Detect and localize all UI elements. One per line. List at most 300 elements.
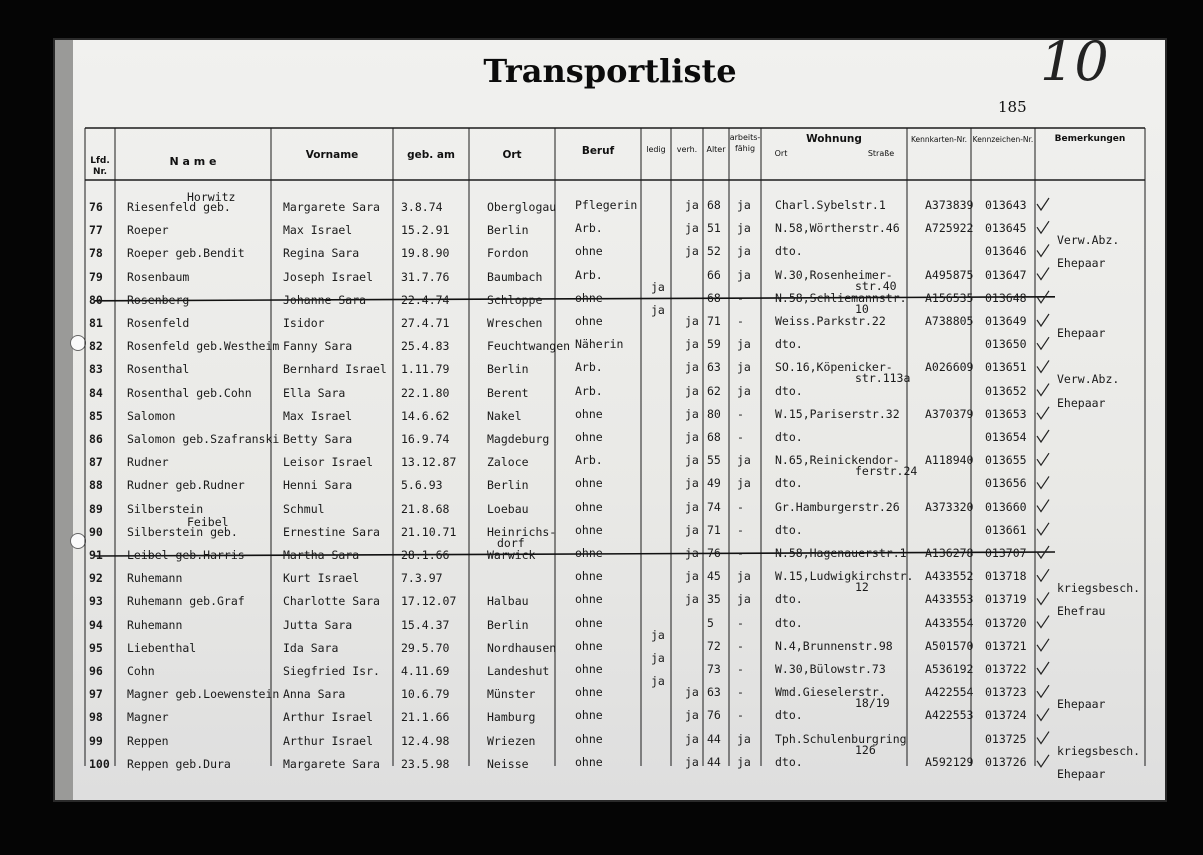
- cell-ort: Berlin: [487, 362, 529, 377]
- cell-beruf: ohne: [575, 662, 603, 676]
- cell-verh: ja: [685, 708, 699, 723]
- cell-ledig: ja: [651, 627, 665, 642]
- cell-wohnung-line2: 126: [855, 742, 876, 757]
- cell-beruf: ohne: [575, 476, 603, 491]
- cell-name-line2: Feibel: [187, 514, 229, 529]
- cell-verh: ja: [685, 383, 699, 398]
- row-number: 91: [89, 548, 103, 562]
- cell-geb: 15.2.91: [401, 223, 450, 238]
- cell-arbeitsfaehig: -: [737, 499, 744, 514]
- cell-geb: 1.11.79: [401, 362, 450, 377]
- cell-beruf: Arb.: [575, 453, 603, 468]
- cell-ledig: ja: [651, 674, 665, 688]
- document-sheet: [55, 40, 1165, 800]
- cell-arbeitsfaehig: -: [737, 314, 744, 328]
- cell-kennkarten: A118940: [925, 453, 974, 468]
- cell-geb: 10.6.79: [401, 687, 450, 702]
- cell-ort: Berlin: [487, 223, 529, 238]
- cell-ort: Berlin: [487, 617, 529, 632]
- row-number: 100: [89, 756, 110, 771]
- cell-kennzeichen: 013646: [985, 244, 1027, 259]
- check-mark: [1037, 755, 1049, 767]
- row-number: 98: [89, 710, 103, 725]
- cell-wohnung: Charl.Sybelstr.1: [775, 198, 886, 212]
- cell-kennzeichen: 013661: [985, 522, 1027, 537]
- cell-beruf: Arb.: [575, 267, 603, 282]
- cell-kennzeichen: 013649: [985, 314, 1027, 328]
- cell-ort: Hamburg: [487, 710, 536, 725]
- cell-geb: 5.6.93: [401, 478, 443, 493]
- cell-verh: ja: [685, 453, 699, 468]
- cell-wohnung: N.58,Hagenauerstr.1: [775, 546, 907, 560]
- cell-arbeitsfaehig: ja: [737, 337, 751, 352]
- cell-vorname: Fanny Sara: [283, 339, 353, 354]
- header-ort: Ort: [502, 149, 522, 161]
- cell-ort: Baumbach: [487, 269, 543, 284]
- cell-alter: 80: [707, 406, 721, 421]
- cell-geb: 16.9.74: [401, 432, 450, 446]
- cell-bemerkungen: Verw.Abz.: [1057, 233, 1120, 248]
- check-mark: [1037, 244, 1049, 256]
- cell-verh: ja: [685, 430, 699, 444]
- cell-name: Ruhemann: [127, 571, 183, 586]
- cell-beruf: ohne: [575, 615, 603, 630]
- header-alter: Alter: [706, 145, 726, 154]
- cell-bemerkungen: Ehefrau: [1057, 604, 1106, 619]
- cell-geb: 7.3.97: [401, 571, 443, 586]
- row-number: 83: [89, 362, 103, 377]
- header-geb: geb. am: [407, 149, 455, 161]
- cell-verh: ja: [685, 522, 699, 537]
- cell-ort: Landeshut: [487, 664, 550, 678]
- cell-wohnung: Gr.Hamburgerstr.26: [775, 499, 900, 514]
- cell-ort: Wriezen: [487, 733, 536, 748]
- cell-verh: ja: [685, 360, 699, 375]
- cell-ort: Feuchtwangen: [487, 339, 571, 354]
- cell-alter: 71: [707, 314, 721, 328]
- row-number: 92: [89, 571, 103, 586]
- cell-arbeitsfaehig: ja: [737, 221, 751, 236]
- cell-alter: 52: [707, 244, 721, 259]
- row-number: 95: [89, 640, 103, 655]
- cell-kennzeichen: 013660: [985, 499, 1027, 514]
- cell-arbeitsfaehig: ja: [737, 592, 751, 607]
- cell-vorname: Henni Sara: [283, 478, 353, 493]
- cell-verh: ja: [685, 499, 699, 514]
- cell-name: Silberstein: [127, 501, 204, 516]
- cell-kennzeichen: 013724: [985, 708, 1027, 723]
- cell-wohnung: SO.16,Köpenicker-: [775, 360, 893, 375]
- cell-ort: Zaloce: [487, 455, 529, 470]
- cell-ort: Nordhausen: [487, 640, 557, 655]
- check-mark: [1037, 639, 1049, 651]
- cell-arbeitsfaehig: -: [737, 662, 744, 676]
- check-mark: [1037, 732, 1049, 744]
- cell-ort: Münster: [487, 687, 536, 702]
- cell-alter: 55: [707, 453, 721, 468]
- header-vorname: Vorname: [305, 149, 359, 161]
- cell-kennkarten: A373320: [925, 499, 974, 514]
- cell-geb: 23.5.98: [401, 756, 450, 771]
- cell-wohnung-line2: 18/19: [855, 696, 890, 711]
- row-number: 90: [89, 524, 103, 539]
- row-number: 80: [89, 292, 103, 307]
- cell-alter: 44: [707, 731, 721, 746]
- cell-kennkarten: A501570: [925, 638, 974, 653]
- cell-vorname: Leisor Israel: [283, 455, 374, 470]
- cell-name: Rosenfeld: [127, 316, 190, 330]
- check-mark: [1037, 685, 1049, 697]
- cell-alter: 51: [707, 221, 721, 236]
- cell-verh: ja: [685, 569, 699, 584]
- cell-ort: Berlin: [487, 478, 529, 493]
- row-number: 97: [89, 687, 103, 702]
- cell-bemerkungen: Ehepaar: [1057, 697, 1106, 712]
- cell-kennzeichen: 013718: [985, 569, 1027, 584]
- cell-geb: 14.6.62: [401, 408, 450, 423]
- cell-vorname: Bernhard Israel: [283, 362, 387, 377]
- row-number: 99: [89, 733, 103, 748]
- cell-arbeitsfaehig: -: [737, 290, 744, 305]
- cell-wohnung: dto.: [775, 708, 803, 723]
- cell-alter: 68: [707, 430, 721, 444]
- cell-arbeitsfaehig: ja: [737, 476, 751, 491]
- header-beruf: Beruf: [581, 145, 615, 157]
- cell-kennkarten: A433552: [925, 569, 974, 584]
- cell-kennkarten: A373839: [925, 198, 974, 212]
- check-mark: [1037, 616, 1049, 628]
- cell-kennkarten: A433553: [925, 592, 974, 607]
- cell-kennzeichen: 013721: [985, 638, 1027, 653]
- cell-wohnung: N.58,Wörtherstr.46: [775, 221, 900, 236]
- header-wohnung: Wohnung: [806, 133, 862, 145]
- cell-vorname: Ella Sara: [283, 385, 346, 400]
- cell-alter: 76: [707, 708, 721, 723]
- cell-beruf: ohne: [575, 499, 603, 514]
- cell-geb: 15.4.37: [401, 617, 450, 632]
- row-number: 89: [89, 501, 103, 516]
- cell-wohnung-line2: ferstr.24: [855, 464, 918, 479]
- cell-beruf: ohne: [575, 708, 603, 723]
- check-mark: [1037, 384, 1049, 396]
- cell-name: Rudner geb.Rudner: [127, 478, 245, 493]
- cell-kennkarten: A592129: [925, 754, 974, 769]
- cell-beruf: ohne: [575, 522, 603, 537]
- cell-vorname: Charlotte Sara: [283, 594, 380, 609]
- cell-arbeitsfaehig: ja: [737, 383, 751, 398]
- header-name: N a m e: [169, 155, 217, 168]
- cell-beruf: ohne: [575, 314, 603, 328]
- check-mark: [1037, 337, 1049, 349]
- cell-vorname: Max Israel: [283, 223, 353, 238]
- cell-alter: 5: [707, 615, 714, 630]
- header-arbeitsfaehig: arbeits-fähig: [729, 133, 761, 153]
- cell-arbeitsfaehig: -: [737, 430, 744, 444]
- check-mark: [1037, 523, 1049, 535]
- cell-wohnung: Wmd.Gieselerstr.: [775, 685, 886, 700]
- cell-arbeitsfaehig: ja: [737, 731, 751, 746]
- cell-kennkarten: A738805: [925, 314, 974, 328]
- cell-wohnung-line2: str.40: [855, 278, 897, 293]
- cell-ort: Fordon: [487, 246, 529, 261]
- check-mark: [1037, 500, 1049, 512]
- cell-kennkarten: A422554: [925, 685, 974, 700]
- handwritten-number: 10: [1040, 40, 1109, 93]
- row-number: 84: [89, 385, 103, 400]
- row-number: 96: [89, 664, 103, 678]
- cell-name: Riesenfeld geb.: [127, 200, 231, 214]
- cell-wohnung: Tph.Schulenburgring: [775, 731, 907, 746]
- cell-arbeitsfaehig: -: [737, 406, 744, 421]
- cell-beruf: ohne: [575, 290, 603, 305]
- check-mark: [1037, 407, 1049, 419]
- cell-alter: 49: [707, 476, 721, 491]
- cell-vorname: Margarete Sara: [283, 200, 380, 214]
- cell-geb: 25.4.83: [401, 339, 450, 354]
- cell-geb: 21.1.66: [401, 710, 450, 725]
- cell-kennzeichen: 013645: [985, 221, 1027, 236]
- row-number: 81: [89, 316, 103, 330]
- check-mark: [1037, 708, 1049, 720]
- cell-geb: 17.12.07: [401, 594, 457, 609]
- cell-geb: 21.10.71: [401, 524, 457, 539]
- cell-vorname: Max Israel: [283, 408, 353, 423]
- cell-arbeitsfaehig: ja: [737, 198, 751, 212]
- cell-geb: 22.4.74: [401, 292, 450, 307]
- check-mark: [1037, 592, 1049, 604]
- cell-name-line2: Horwitz: [187, 190, 236, 204]
- cell-kennzeichen: 013722: [985, 662, 1027, 676]
- cell-kennzeichen: 013654: [985, 430, 1027, 444]
- header-kennkarten: Kennkarten-Nr.: [911, 135, 967, 144]
- cell-beruf: Näherin: [575, 337, 624, 352]
- cell-kennzeichen: 013719: [985, 592, 1027, 607]
- cell-name: Magner geb.Loewenstein: [127, 687, 280, 702]
- cell-wohnung-line2: str.113a: [855, 371, 911, 386]
- cell-vorname: Ernestine Sara: [283, 524, 380, 539]
- row-number: 77: [89, 223, 103, 238]
- cell-verh: ja: [685, 244, 699, 259]
- cell-kennzeichen: 013656: [985, 476, 1027, 491]
- cell-kennzeichen: 013650: [985, 337, 1027, 352]
- cell-verh: ja: [685, 221, 699, 236]
- cell-wohnung: W.30,Rosenheimer-: [775, 267, 893, 282]
- cell-alter: 44: [707, 754, 721, 769]
- cell-wohnung: W.15,Pariserstr.32: [775, 406, 900, 421]
- cell-verh: ja: [685, 546, 699, 560]
- cell-vorname: Margarete Sara: [283, 756, 380, 771]
- cell-name: Ruhemann: [127, 617, 183, 632]
- cell-arbeitsfaehig: ja: [737, 453, 751, 468]
- cell-beruf: Pflegerin: [575, 198, 638, 212]
- cell-beruf: ohne: [575, 754, 603, 769]
- cell-kennkarten: A433554: [925, 615, 974, 630]
- cell-ort: Oberglogau: [487, 200, 557, 214]
- row-number: 85: [89, 408, 103, 423]
- cell-alter: 74: [707, 499, 721, 514]
- cell-name: Rosenthal geb.Cohn: [127, 385, 252, 400]
- cell-name: Ruhemann geb.Graf: [127, 594, 245, 609]
- cell-geb: 4.11.69: [401, 664, 450, 678]
- row-number: 93: [89, 594, 103, 609]
- check-mark: [1037, 314, 1049, 326]
- cell-ort: Warwick: [487, 548, 536, 562]
- page-number: 185: [998, 98, 1027, 116]
- cell-geb: 13.12.87: [401, 455, 457, 470]
- cell-vorname: Betty Sara: [283, 432, 353, 446]
- cell-wohnung: dto.: [775, 754, 803, 769]
- cell-beruf: Arb.: [575, 221, 603, 236]
- header-kennzeichen: Kennzeichen-Nr.: [972, 135, 1034, 144]
- cell-kennkarten: A026609: [925, 360, 974, 375]
- cell-name: Reppen: [127, 733, 169, 748]
- cell-wohnung: dto.: [775, 430, 803, 444]
- check-mark: [1037, 198, 1049, 210]
- cell-vorname: Anna Sara: [283, 687, 346, 702]
- cell-name: Roeper: [127, 223, 169, 238]
- cell-arbeitsfaehig: ja: [737, 360, 751, 375]
- check-mark: [1037, 453, 1049, 465]
- cell-verh: ja: [685, 592, 699, 607]
- cell-arbeitsfaehig: ja: [737, 267, 751, 282]
- cell-verh: ja: [685, 337, 699, 352]
- cell-kennzeichen: 013651: [985, 360, 1027, 375]
- cell-name: Salomon geb.Szafranski: [127, 432, 280, 446]
- header-wohnung-strasse: Straße: [867, 149, 895, 158]
- cell-beruf: ohne: [575, 638, 603, 653]
- row-number: 87: [89, 455, 103, 470]
- page-title: Transportliste: [483, 52, 737, 90]
- cell-arbeitsfaehig: -: [737, 685, 744, 700]
- cell-ort: Magdeburg: [487, 432, 550, 446]
- cell-bemerkungen: Ehepaar: [1057, 395, 1106, 410]
- cell-kennkarten: A136278: [925, 546, 974, 560]
- cell-ort: Schloppe: [487, 292, 543, 307]
- header-bemerkungen: Bemerkungen: [1054, 134, 1126, 144]
- cell-kennzeichen: 013725: [985, 731, 1027, 746]
- cell-arbeitsfaehig: -: [737, 546, 744, 560]
- cell-name: Reppen geb.Dura: [127, 756, 231, 771]
- cell-ort: Halbau: [487, 594, 529, 609]
- cell-name: Rosenbaum: [127, 269, 190, 284]
- cell-alter: 63: [707, 685, 721, 700]
- cell-ort: Berent: [487, 385, 529, 400]
- cell-alter: 35: [707, 592, 721, 607]
- cell-name: Roeper geb.Bendit: [127, 246, 245, 261]
- cell-arbeitsfaehig: -: [737, 638, 744, 653]
- cell-vorname: Johanne Sara: [283, 292, 367, 307]
- header-wohnung-ort: Ort: [774, 149, 788, 158]
- cell-kennzeichen: 013655: [985, 453, 1027, 468]
- cell-kennzeichen: 013647: [985, 267, 1027, 282]
- cell-geb: 12.4.98: [401, 733, 450, 748]
- cell-alter: 76: [707, 546, 721, 560]
- cell-verh: ja: [685, 754, 699, 769]
- cell-ort-line2: dorf: [497, 535, 525, 550]
- row-number: 86: [89, 432, 103, 446]
- cell-alter: 63: [707, 360, 721, 375]
- cell-wohnung: N.65,Reinickendor-: [775, 453, 900, 468]
- cell-geb: 29.5.70: [401, 640, 450, 655]
- cell-arbeitsfaehig: -: [737, 615, 744, 630]
- cell-name: Rosenfeld geb.Westheim: [127, 339, 280, 354]
- cell-verh: ja: [685, 731, 699, 746]
- cell-name: Rosenberg: [127, 292, 190, 307]
- cell-alter: 68: [707, 198, 721, 212]
- cell-alter: 59: [707, 337, 721, 352]
- row-number: 79: [89, 269, 103, 284]
- cell-vorname: Isidor: [283, 316, 325, 330]
- cell-bemerkungen: kriegsbesch.: [1057, 743, 1141, 758]
- row-number: 78: [89, 246, 103, 261]
- cell-bemerkungen: Ehepaar: [1057, 256, 1106, 271]
- cell-vorname: Siegfried Isr.: [283, 664, 380, 678]
- cell-name: Leibel geb.Harris: [127, 548, 245, 562]
- cell-arbeitsfaehig: ja: [737, 569, 751, 584]
- cell-arbeitsfaehig: ja: [737, 754, 751, 769]
- cell-kennkarten: A156535: [925, 290, 974, 305]
- cell-wohnung: Weiss.Parkstr.22: [775, 314, 886, 328]
- check-mark: [1037, 430, 1049, 442]
- cell-vorname: Joseph Israel: [283, 269, 374, 284]
- check-mark: [1037, 268, 1049, 280]
- cell-kennkarten: A422553: [925, 708, 974, 723]
- cell-geb: 31.7.76: [401, 269, 450, 284]
- cell-ledig: ja: [651, 279, 665, 294]
- row-number: 94: [89, 617, 103, 632]
- cell-geb: 3.8.74: [401, 200, 443, 214]
- cell-alter: 66: [707, 267, 721, 282]
- cell-beruf: ohne: [575, 244, 603, 259]
- cell-geb: 28.1.66: [401, 548, 450, 562]
- cell-beruf: Arb.: [575, 383, 603, 398]
- cell-wohnung-line2: 10: [855, 301, 869, 316]
- cell-wohnung: dto.: [775, 383, 803, 398]
- cell-alter: 68: [707, 290, 721, 305]
- cell-verh: ja: [685, 476, 699, 491]
- cell-wohnung: dto.: [775, 522, 803, 537]
- cell-beruf: ohne: [575, 685, 603, 700]
- cell-geb: 19.8.90: [401, 246, 450, 261]
- cell-ledig: ja: [651, 302, 665, 317]
- cell-kennkarten: A725922: [925, 221, 974, 236]
- cell-kennzeichen: 013648: [985, 290, 1027, 305]
- cell-beruf: Arb.: [575, 360, 603, 375]
- cell-wohnung-line2: 12: [855, 580, 869, 595]
- check-mark: [1037, 360, 1049, 372]
- cell-alter: 73: [707, 662, 721, 676]
- cell-ort: Wreschen: [487, 316, 543, 330]
- header-nr: Lfd. Nr.: [90, 156, 110, 177]
- cell-name: Salomon: [127, 408, 176, 423]
- cell-geb: 21.8.68: [401, 501, 450, 516]
- cell-kennzeichen: 013653: [985, 406, 1027, 421]
- cell-geb: 22.1.80: [401, 385, 450, 400]
- cell-vorname: Jutta Sara: [283, 617, 353, 632]
- cell-vorname: Kurt Israel: [283, 571, 360, 586]
- cell-wohnung: dto.: [775, 592, 803, 607]
- cell-kennzeichen: 013652: [985, 383, 1027, 398]
- cell-name: Silberstein geb.: [127, 524, 238, 539]
- check-mark: [1037, 476, 1049, 488]
- cell-arbeitsfaehig: ja: [737, 244, 751, 259]
- cell-ort: Loebau: [487, 501, 529, 516]
- cell-ledig: ja: [651, 650, 665, 665]
- cell-kennkarten: A495875: [925, 267, 974, 282]
- cell-arbeitsfaehig: -: [737, 522, 744, 537]
- cell-wohnung: W.30,Bülowstr.73: [775, 662, 886, 676]
- cell-ort: Heinrichs-: [487, 524, 557, 539]
